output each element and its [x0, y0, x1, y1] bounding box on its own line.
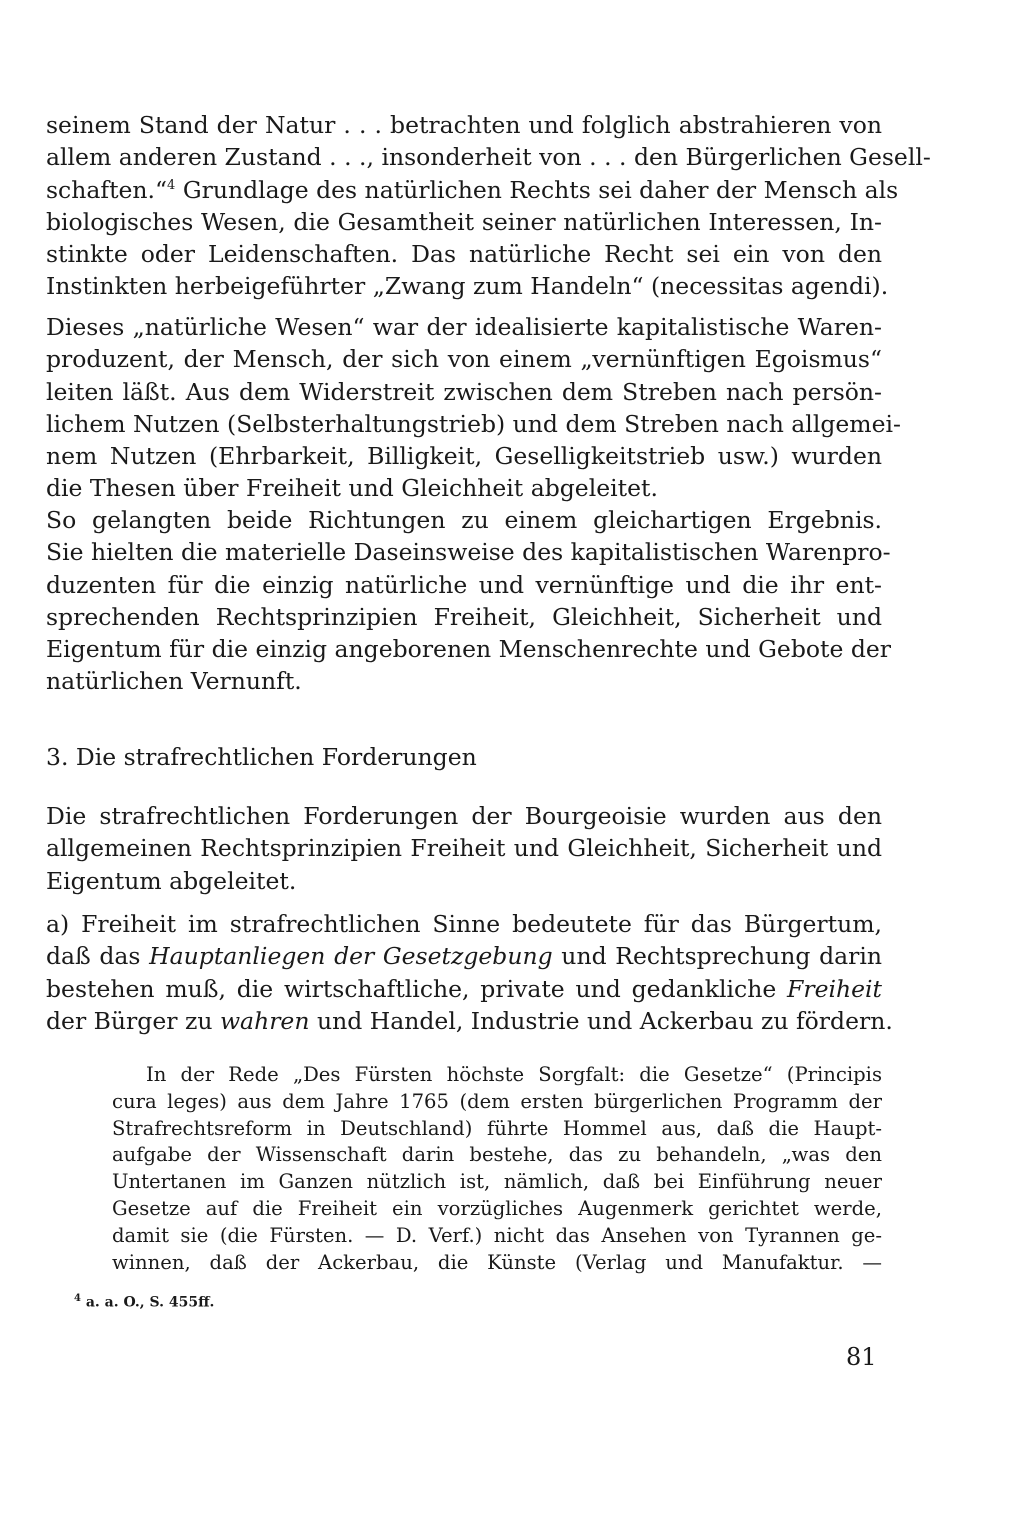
footnote-reference: 4: [167, 177, 176, 193]
paragraph-5: [46, 908, 893, 1037]
text-line: seinem Stand der Natur . . . betrachten und folglich abstrahieren von: [46, 111, 882, 139]
text-segment: Grundlage des natürlichen Rechts sei daher der Mensch als: [182, 175, 899, 204]
text-line: Eigentum für die einzig angeborenen Menschenrechte und Gebote der: [46, 635, 892, 664]
emphasis-text: Hauptanliegen der Gesetzgebung: [149, 942, 553, 971]
text-line: [46, 1005, 893, 1037]
emphasis-text: Freiheit: [787, 974, 882, 1003]
text-line: duzenten für die einzig natürliche und vernünftige und die ihr ent-: [46, 570, 882, 599]
section-heading: 3. Die strafrechtlichen Forderungen: [46, 743, 477, 771]
footnote: [74, 1289, 214, 1313]
quote-line: In der Rede „Des Fürsten höchste Sorgfalt: die Gesetze“ (Principis: [146, 1063, 882, 1086]
text-line: natürlichen Vernunft.: [46, 667, 302, 696]
text-segment: der Bürger zu: [46, 1006, 220, 1035]
paragraph-2: [46, 311, 901, 505]
text-segment: daß das: [46, 942, 150, 971]
paragraph-1: [46, 109, 931, 303]
text-line: a) Freiheit im strafrechtlichen Sinne bedeutete für das Bürgertum,: [46, 910, 882, 938]
text-line: [46, 174, 899, 206]
text-line: Sie hielten die materielle Daseinsweise des kapitalistischen Warenpro-: [46, 538, 891, 567]
text-line: allem anderen Zustand . . ., insonderheit von . . . den Bürgerlichen Gesell-: [46, 143, 931, 172]
text-line: [46, 973, 882, 1005]
quote-line: Gesetze auf die Freiheit ein vorzügliches Augenmerk gerichtet werde,: [112, 1196, 882, 1220]
text-segment: und Handel, Industrie und Ackerbau zu fördern.: [309, 1006, 893, 1035]
text-line: die Thesen über Freiheit und Gleichheit abgeleitet.: [46, 474, 658, 503]
text-line: Die strafrechtlichen Forderungen der Bourgeoisie wurden aus den: [46, 802, 882, 830]
text-line: So gelangten beide Richtungen zu einem gleichartigen Ergebnis.: [46, 506, 882, 534]
quote-line: winnen, daß der Ackerbau, die Künste (Verlag und Manufaktur. —: [112, 1250, 882, 1274]
paragraph-3: [46, 504, 892, 698]
text-segment: bestehen muß, die wirtschaftliche, private und gedankliche: [46, 974, 788, 1003]
quote-line: damit sie (die Fürsten. — D. Verf.) nicht das Ansehen von Tyrannen ge-: [112, 1223, 882, 1247]
text-segment: schaften.“: [46, 175, 168, 204]
quote-line: Untertanen im Ganzen nützlich ist, nämlich, daß bei Einführung neuer: [112, 1170, 882, 1194]
emphasis-text: wahren: [219, 1006, 310, 1035]
footnote-mark: 4: [74, 1293, 81, 1304]
text-line: Instinkten herbeigeführter „Zwang zum Handeln“ (necessitas agendi).: [46, 272, 889, 301]
quote-line: cura leges) aus dem Jahre 1765 (dem ersten bürgerlichen Programm der: [112, 1089, 882, 1113]
text-line: produzent, der Mensch, der sich von einem „vernünftigen Egoismus“: [46, 345, 882, 374]
paragraph-4: [46, 800, 882, 897]
quotation-block: [112, 1062, 882, 1276]
text-line: leiten läßt. Aus dem Widerstreit zwischen dem Streben nach persön-: [46, 377, 882, 406]
quote-line: Strafrechtsreform in Deutschland) führte Hommel aus, daß die Haupt-: [112, 1116, 882, 1140]
text-line: nem Nutzen (Ehrbarkeit, Billigkeit, Geselligkeitstrieb usw.) wurden: [46, 442, 882, 471]
page-number: 81: [846, 1343, 877, 1371]
text-segment: und Rechtsprechung darin: [552, 942, 883, 971]
quote-line: aufgabe der Wissenschaft darin bestehe, das zu behandeln, „was den: [112, 1143, 882, 1167]
text-line: Eigentum abgeleitet.: [46, 866, 297, 895]
footnote-text: a. a. O., S. 455ff.: [85, 1294, 215, 1311]
text-line: Dieses „natürliche Wesen“ war der idealisierte kapitalistische Waren-: [46, 313, 882, 341]
text-line: lichem Nutzen (Selbsterhaltungstrieb) und dem Streben nach allgemei-: [46, 409, 901, 438]
text-line: stinkte oder Leidenschaften. Das natürliche Recht sei ein von den: [46, 240, 882, 269]
text-line: biologisches Wesen, die Gesamtheit seiner natürlichen Interessen, In-: [46, 207, 882, 236]
text-line: allgemeinen Rechtsprinzipien Freiheit und Gleichheit, Sicherheit und: [46, 834, 882, 863]
text-line: sprechenden Rechtsprinzipien Freiheit, Gleichheit, Sicherheit und: [46, 602, 882, 631]
text-line: [46, 940, 882, 972]
